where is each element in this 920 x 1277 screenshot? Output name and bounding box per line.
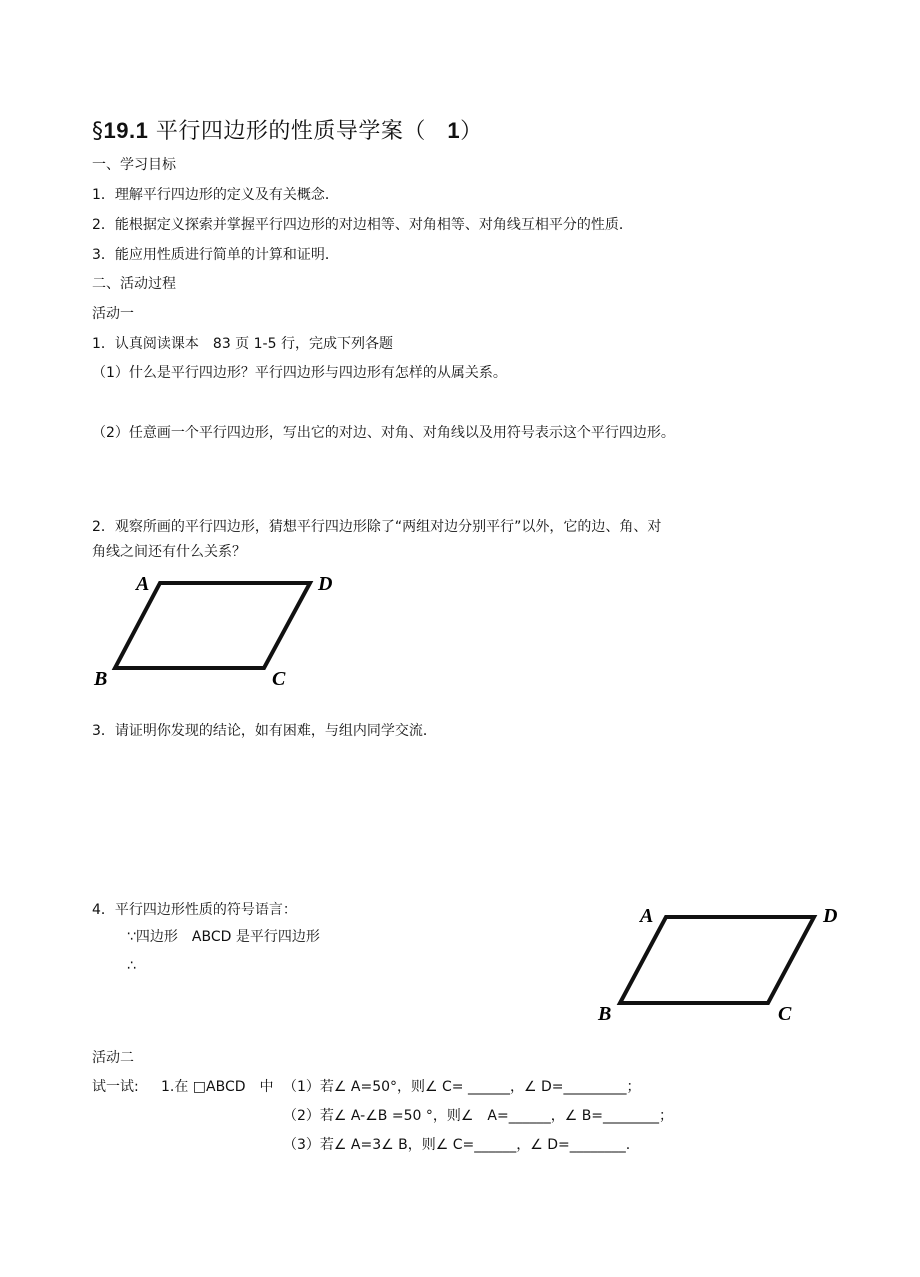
goal-item-1: 1．理解平行四边形的定义及有关概念． bbox=[92, 187, 339, 203]
vertex-label-c-2: C bbox=[778, 1003, 792, 1025]
vertex-label-b-2: B bbox=[598, 1003, 612, 1025]
activity1-q1: 1．认真阅读课本 83 页 1-5 行，完成下列各题 bbox=[92, 336, 393, 352]
activity2-part-3: （3）若∠ A=3∠ B，则∠ C=______，∠ D=________. bbox=[283, 1137, 631, 1153]
title-text: 平行四边形的性质导学案（ bbox=[155, 119, 426, 144]
section2-heading: 二、活动过程 bbox=[92, 276, 176, 292]
title-close: ） bbox=[460, 119, 483, 144]
activity1-q1-1: （1）什么是平行四边形？平行四边形与四边形有怎样的从属关系。 bbox=[92, 365, 507, 381]
section1-heading: 一、学习目标 bbox=[92, 157, 176, 173]
section-symbol: § bbox=[92, 119, 104, 144]
parallelogram-shape bbox=[115, 583, 310, 668]
parallelogram-figure-2 bbox=[592, 898, 862, 1032]
vertex-label-a: A bbox=[136, 573, 150, 595]
vertex-label-d-2: D bbox=[823, 905, 838, 927]
page-title bbox=[92, 114, 483, 145]
parallelogram-figure-1 bbox=[88, 565, 358, 699]
title-paren-number: 1 bbox=[447, 118, 461, 143]
parallelogram-shape-2 bbox=[620, 917, 814, 1003]
vertex-label-b: B bbox=[94, 668, 108, 690]
vertex-label-a-2: A bbox=[640, 905, 654, 927]
try-label: 试一试: bbox=[92, 1079, 139, 1095]
because-statement: ∵四边形 ABCD 是平行四边形 bbox=[127, 929, 320, 945]
activity1-q2-line1: 2．观察所画的平行四边形，猜想平行四边形除了“两组对边分别平行”以外，它的边、角、对 bbox=[92, 519, 662, 535]
therefore-statement: ∴ bbox=[127, 958, 136, 974]
activity2-part-1: （1）若∠ A=50°，则∠ C= ______，∠ D=_________； bbox=[283, 1079, 641, 1095]
goal-item-3: 3．能应用性质进行简单的计算和证明． bbox=[92, 247, 339, 263]
vertex-label-c: C bbox=[272, 668, 286, 690]
activity1-q1-2: （2）任意画一个平行四边形，写出它的对边、对角、对角线以及用符号表示这个平行四边形。 bbox=[92, 425, 675, 441]
activity2-heading: 活动二 bbox=[92, 1050, 134, 1066]
title-number: 19.1 bbox=[103, 118, 149, 143]
activity1-heading: 活动一 bbox=[92, 306, 134, 322]
activity1-q4: 4．平行四边形性质的符号语言： bbox=[92, 902, 297, 918]
vertex-label-d: D bbox=[318, 573, 333, 595]
goal-item-2: 2．能根据定义探索并掌握平行四边形的对边相等、对角相等、对角线互相平分的性质． bbox=[92, 217, 633, 233]
activity1-q3: 3．请证明你发现的结论，如有困难，与组内同学交流． bbox=[92, 723, 437, 739]
activity2-q-intro: 1.在 □ABCD 中 bbox=[161, 1079, 274, 1095]
activity1-q2-line2: 角线之间还有什么关系？ bbox=[92, 544, 246, 560]
activity2-part-2: （2）若∠ A-∠B =50 °，则∠ A=______，∠ B=________； bbox=[283, 1108, 674, 1124]
